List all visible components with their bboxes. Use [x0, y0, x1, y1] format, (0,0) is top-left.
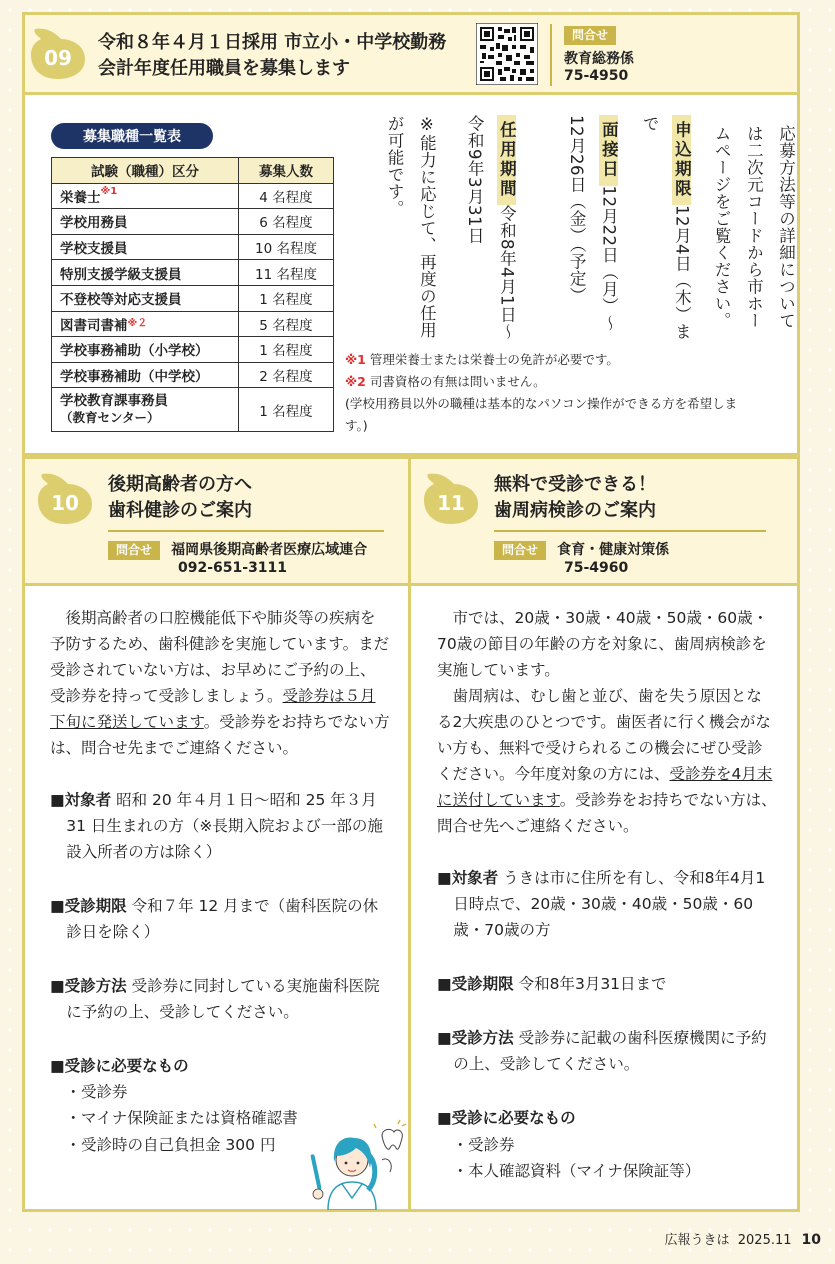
- table-row: [52, 337, 334, 363]
- section-11-number-badge: [420, 470, 482, 524]
- section-10-body: [50, 605, 390, 1158]
- paragraph-underline: 受診券を4月末に送付しています: [437, 765, 773, 810]
- term-text: 令和8年4月1日～令和9年3月31日: [465, 115, 517, 340]
- vertical-apply-block: [633, 115, 697, 343]
- contact-phone[interactable]: 75-4950: [564, 68, 629, 84]
- section-10-title: [108, 472, 252, 524]
- contact-dept: 福岡県後期高齢者医療広域連合: [171, 542, 368, 558]
- row-role: 学校教育課事務員: [60, 392, 168, 409]
- row-count: 1 名程度: [239, 337, 334, 363]
- needs-item: [437, 1105, 777, 1131]
- qr-code-icon[interactable]: [476, 23, 538, 85]
- section-11-title: [494, 472, 656, 524]
- section-11-paragraph-2: [437, 683, 777, 839]
- table-row: [52, 285, 334, 311]
- section-11-number: 11: [437, 491, 465, 515]
- vertical-interview-block: [560, 115, 624, 343]
- row-role: 図書司書補: [60, 317, 128, 334]
- row-role: 学校支援員: [60, 241, 128, 258]
- contact-tag: 問合せ: [494, 541, 546, 560]
- table-header-row: [52, 158, 334, 184]
- table-row: [52, 362, 334, 388]
- section-09-title-line2: 会計年度任用職員を募集します: [98, 58, 350, 80]
- paragraph-text: 歯周病は、むし歯と並び、歯を失う原因となる2大疾患のひとつです。歯医者に行く機会がない方も、無料で受けられるこの機会にぜひ受診ください。今年度対象の方には、: [437, 687, 771, 784]
- row-role: 学校用務員: [60, 215, 128, 232]
- interview-text: 12月22日（月）～12月26日（金）（予定）: [567, 115, 619, 332]
- section-11-paragraph-1: 市では、20歳・30歳・40歳・50歳・60歳・70歳の節目の年齢の方を対象に、歯周病検診を実施しています。: [437, 609, 769, 680]
- section-09-title-line1: 令和８年４月１日採用 市立小・中学校勤務: [98, 32, 447, 53]
- period-text: 令和8年3月31日まで: [518, 975, 667, 994]
- note-2-text: 司書資格の有無は問いません。: [369, 373, 546, 389]
- section-11-body: [437, 605, 777, 1184]
- period-item: [437, 971, 777, 997]
- vertical-note: ※能力に応じて、再度の任用が可能です。: [385, 115, 437, 339]
- section-10-contact: [108, 539, 367, 576]
- row-count: 1 名程度: [239, 388, 334, 432]
- row-count: 5 名程度: [239, 311, 334, 337]
- row-role: 特別支援学級支援員: [60, 266, 182, 283]
- section-11-title-line2: 歯周病検診のご案内: [494, 500, 656, 522]
- row-count: 1 名程度: [239, 285, 334, 311]
- contact-dept: 教育総務係: [564, 51, 634, 67]
- target-text: うきは市に住所を有し、令和8年4月1日時点で、20歳・30歳・40歳・50歳・60歳・70歳の方: [453, 869, 766, 940]
- row-count: 10 名程度: [239, 234, 334, 260]
- note-1-text: 管理栄養士または栄養士の免許が必要です。: [369, 352, 619, 367]
- section-10-title-line2: 歯科健診のご案内: [108, 500, 252, 522]
- page-number: 10: [801, 1232, 821, 1248]
- method-label: ■受診方法: [50, 977, 127, 996]
- table-row: [52, 234, 334, 260]
- list-item: ・マイナ保険証または資格確認書: [65, 1109, 298, 1128]
- note-1: [345, 349, 765, 371]
- method-item: [437, 1025, 777, 1077]
- interview-label: 面接日: [599, 115, 618, 186]
- period-label: ■受診期限: [50, 897, 127, 916]
- period-text: 令和７年 12 月まで（歯科医院の休診日を除く）: [66, 897, 379, 942]
- row-count: 4 名程度: [239, 183, 334, 209]
- table-row: [52, 183, 334, 209]
- row-mark: ※２: [127, 317, 148, 329]
- publication-name: 広報うきは: [664, 1233, 730, 1248]
- section-09-number-badge: [27, 25, 89, 79]
- table-row: [52, 260, 334, 286]
- job-table: [51, 157, 334, 432]
- paragraph-text: 後期高齢者の口腔機能低下や肺炎等の疾病を予防するため、歯科健診を実施しています。まだ受診されていない方は、お早めにご予約の上、受診券を持って受診しましょう。: [50, 609, 390, 706]
- section-10-number-badge: [34, 470, 96, 524]
- paragraph-text-end: 。受診券をお持ちでない方は、問合せ先までご連絡ください。: [50, 713, 390, 758]
- vertical-term-block: [458, 115, 522, 343]
- row-role: 不登校等対応支援員: [60, 292, 182, 309]
- table-row: [52, 388, 334, 432]
- period-item: [50, 893, 390, 945]
- contact-tag: 問合せ: [564, 26, 616, 45]
- publication-date: 2025.11: [737, 1233, 792, 1248]
- notes: [345, 349, 765, 437]
- needs-label: ■受診に必要なもの: [50, 1057, 189, 1076]
- list-item: ・本人確認資料（マイナ保険証等）: [452, 1161, 701, 1180]
- contact-phone[interactable]: 092-651-3111: [178, 560, 288, 576]
- row-role: 栄養士: [60, 189, 101, 206]
- apply-deadline-label: 申込期限: [672, 115, 691, 205]
- section-09-title: [98, 30, 446, 82]
- paragraph-text-end: 。受診券をお持ちでない方は、問合せ先へご連絡ください。: [437, 791, 777, 836]
- term-label: 任用期間: [497, 115, 516, 205]
- row-count: 6 名程度: [239, 209, 334, 235]
- method-text: 受診券に同封している実施歯科医院に予約の上、受診してください。: [66, 977, 380, 1022]
- contact-phone[interactable]: 75-4960: [564, 560, 629, 576]
- target-item: [437, 865, 777, 943]
- section-10-title-line1: 後期高齢者の方へ: [108, 474, 252, 495]
- vertical-intro: 応募方法等の詳細については二次元コードから市ホームページをご覧ください。: [712, 125, 796, 329]
- note-3: (学校用務員以外の職種は基本的なパソコン操作ができる方を希望します。): [345, 395, 738, 433]
- note-2-mark: ※2: [345, 373, 366, 389]
- section-09-number: 09: [44, 46, 72, 70]
- section-09-contact: [550, 24, 634, 86]
- row-role: 学校事務補助（中学校）: [60, 369, 209, 386]
- list-item: ・受診券: [452, 1135, 515, 1154]
- section-10-number: 10: [51, 491, 79, 515]
- page-footer: [664, 1229, 821, 1248]
- method-item: [50, 973, 390, 1025]
- row-role: 学校事務補助（小学校）: [60, 343, 209, 360]
- table-row: [52, 311, 334, 337]
- table-title-text: 募集職種一覧表: [83, 129, 181, 145]
- target-label: ■対象者: [437, 869, 499, 888]
- section-10-paragraph: [50, 605, 390, 761]
- section-11-contact: [494, 539, 669, 576]
- apply-deadline-text: 12月4日（木）まで: [640, 115, 692, 340]
- dental-nurse-illustration: [298, 1118, 406, 1210]
- contact-tag: 問合せ: [108, 541, 160, 560]
- section-11-divider: [494, 530, 766, 532]
- target-label: ■対象者: [50, 791, 112, 810]
- contact-dept: 食育・健康対策係: [557, 542, 670, 558]
- section-11-title-line1: 無料で受診できる！: [494, 474, 656, 495]
- method-label: ■受診方法: [437, 1029, 514, 1048]
- method-text: 受診券に記載の歯科医療機関に予約の上、受診してください。: [453, 1029, 767, 1074]
- target-text: 昭和 20 年４月１日～昭和 25 年３月 31 日生まれの方（※長期入院および一部の施設入所者の方は除く）: [66, 791, 383, 862]
- table-header-category: 試験（職種）区分: [52, 158, 239, 184]
- section-10-divider: [108, 530, 384, 532]
- note-2: [345, 371, 765, 393]
- needs-label: ■受診に必要なもの: [437, 1109, 576, 1128]
- paragraph-underline: 受診券は５月下旬に発送しています: [50, 687, 376, 732]
- row-count: 2 名程度: [239, 362, 334, 388]
- period-label: ■受診期限: [437, 975, 514, 994]
- note-1-mark: ※1: [345, 352, 366, 367]
- table-header-count: 募集人数: [239, 158, 334, 184]
- list-item: ・受診時の自己負担金 300 円: [65, 1135, 276, 1154]
- target-item: [50, 787, 390, 865]
- table-row: [52, 209, 334, 235]
- row-role-sub: （教育センター）: [60, 410, 160, 426]
- needs-item: [50, 1053, 390, 1079]
- row-mark: ※1: [100, 185, 118, 197]
- row-count: 11 名程度: [239, 260, 334, 286]
- table-title: [51, 123, 213, 149]
- list-item: ・受診券: [65, 1083, 128, 1102]
